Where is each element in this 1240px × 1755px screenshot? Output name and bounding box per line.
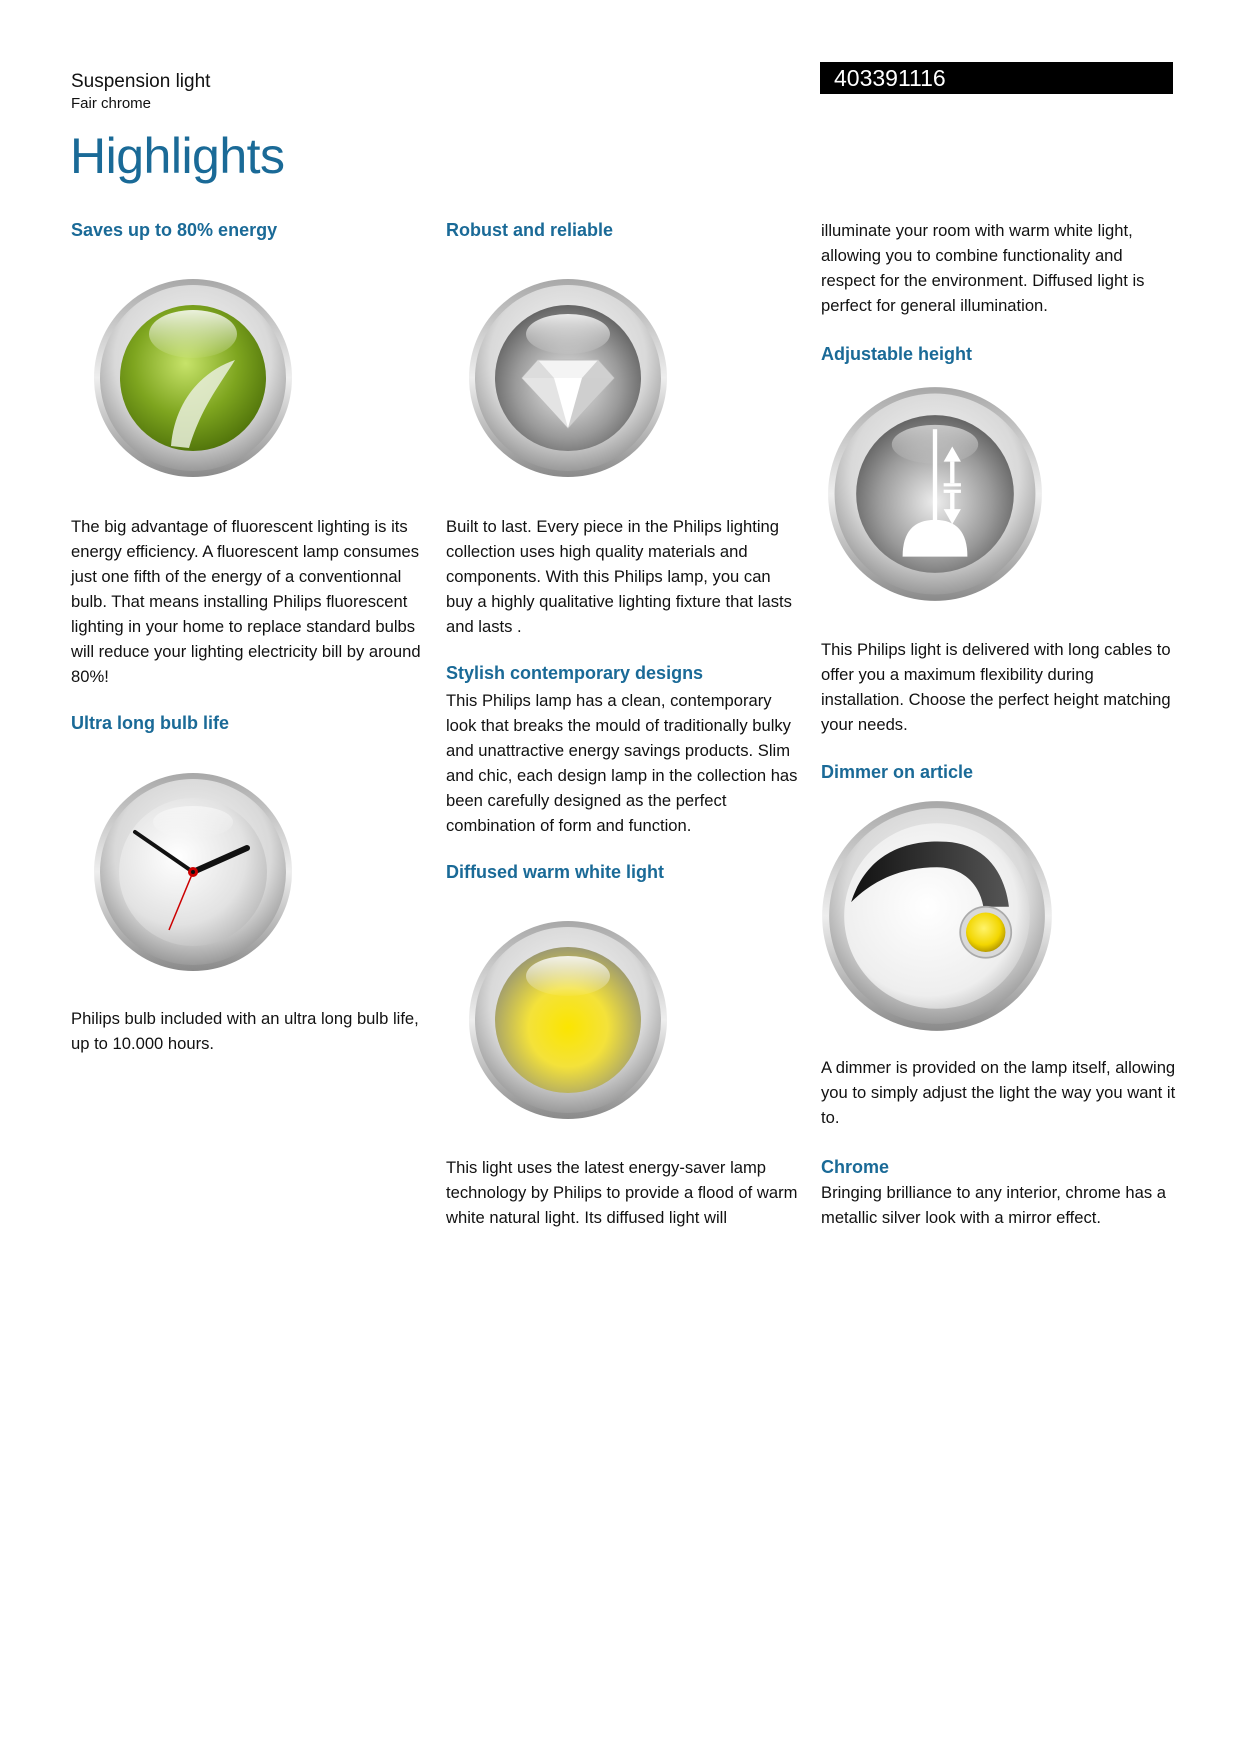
highlight-body-dimmer: A dimmer is provided on the lamp itself, allowing you to simply adjust the light the way you want it to.	[821, 1058, 1176, 1127]
highlight-title-bulb-life: Ultra long bulb life	[71, 713, 229, 733]
highlight-title-chrome: Chrome	[821, 1157, 890, 1177]
highlight-title-energy: Saves up to 80% energy	[71, 220, 278, 240]
highlight-title-stylish: Stylish contemporary designs	[446, 663, 704, 683]
clock-icon	[93, 772, 293, 972]
product-variant: Fair chrome	[71, 95, 152, 112]
highlight-title-warm-light: Diffused warm white light	[446, 862, 665, 882]
highlight-title-dimmer: Dimmer on article	[821, 762, 974, 782]
highlight-body-adjustable-height: This Philips light is delivered with long cables to offer you a maximum flexibility during installation. Choose the perfect height matching your needs.	[821, 640, 1171, 734]
highlight-body-warm-light-continued: illuminate your room with warm white light, allowing you to combine functionality and respect for the environment. Diffused light is perfect for general illumination.	[821, 221, 1145, 315]
dimmer-icon	[821, 800, 1053, 1032]
product-name: Suspension light	[71, 71, 211, 92]
adjustable-height-icon	[827, 386, 1043, 602]
highlight-body-robust: Built to last. Every piece in the Philips lighting collection uses high quality materials and components. With this Philips lamp, you can buy a highly qualitative lighting fixture that lasts and lasts .	[446, 517, 792, 636]
product-code-badge: 403391116	[820, 62, 1173, 94]
highlight-body-warm-light: This light uses the latest energy-saver lamp technology by Philips to provide a flood of warm white natural light. Its diffused light will	[446, 1158, 798, 1227]
highlight-body-stylish: This Philips lamp has a clean, contemporary look that breaks the mould of traditionally bulky and unattractive energy savings products. Slim and chic, each design lamp in the collection has been carefully designed as the perfect combination of form and function.	[446, 691, 798, 835]
leaf-icon	[93, 278, 293, 478]
highlight-body-energy: The big advantage of fluorescent lighting is its energy efficiency. A fluorescent lamp consumes just one fifth of the energy of a conventionnal bulb. That means installing Philips fluorescent lighting in your home to replace standard bulbs will reduce your lighting electricity bill by around 80%!	[71, 517, 421, 686]
warm-light-icon	[468, 920, 668, 1120]
page-title: Highlights	[70, 128, 285, 184]
highlight-body-bulb-life: Philips bulb included with an ultra long bulb life, up to 10.000 hours.	[71, 1009, 419, 1053]
diamond-icon	[468, 278, 668, 478]
highlight-body-chrome: Bringing brilliance to any interior, chrome has a metallic silver look with a mirror effect.	[821, 1183, 1166, 1227]
highlight-title-robust: Robust and reliable	[446, 220, 614, 240]
highlight-title-adjustable-height: Adjustable height	[821, 344, 973, 364]
